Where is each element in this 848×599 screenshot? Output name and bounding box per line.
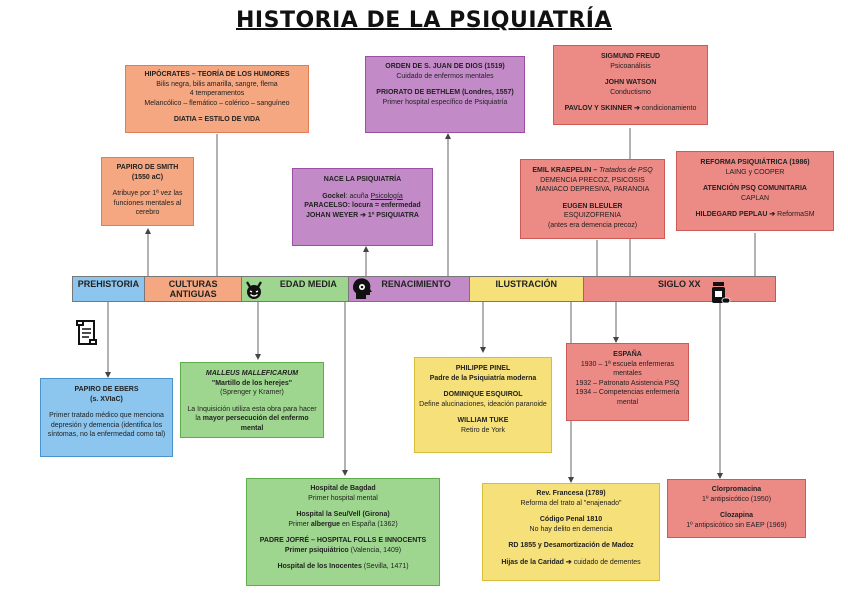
page-title: HISTORIA DE LA PSIQUIATRÍA (236, 8, 612, 33)
devil-icon (244, 280, 264, 300)
jofre-title: PADRE JOFRÉ – HOSPITAL FOLLS E INNOCENTS (259, 537, 427, 544)
papiro-smith-desc: Atribuye por 1ª vez las funciones mentales al cerebro (112, 190, 183, 216)
esquirol-title: DOMINIQUE ESQUIROL (443, 391, 523, 398)
hipocrates-temperamentos: 4 temperamentos (189, 90, 245, 97)
timeline-edad-media: EDAD MEDIA (242, 277, 349, 301)
bleuler-title: EUGEN BLEULER (562, 202, 623, 210)
codigo-penal-desc: No hay delito en demencia (529, 525, 613, 533)
timeline-ilustracion: ILUSTRACIÓN (470, 277, 584, 301)
kraepelin-l3: MANIACO DEPRESIVA, PARANOIA (535, 186, 650, 193)
rev-francesa-title: Rev. Francesa (1789) (536, 490, 606, 497)
papiro-smith-date: (1550 aC) (131, 173, 164, 181)
hipocrates-title: HIPÓCRATES – TEORÍA DE LOS HUMORES (144, 71, 290, 78)
watson-desc: Conductismo (610, 88, 651, 96)
pinel-box (414, 357, 552, 453)
reforma-box (676, 151, 834, 231)
espana-1932: 1932 – Patronato Asistencia PSQ (575, 379, 680, 387)
freud-desc: Psicoanálisis (610, 62, 651, 70)
malleus-authors: (Sprenger y Kramer) (220, 389, 284, 396)
hijas-caridad-line: Hijas de la Caridad ➔ cuidado de dementes (501, 558, 641, 566)
malleus-title: MALLEUS MALLEFICARUM (205, 370, 299, 377)
hospitales-box (246, 478, 440, 586)
timeline-prehistoria: PREHISTORIA (73, 277, 145, 301)
atencion-caplan: CAPLAN (740, 194, 769, 202)
timeline-bar (72, 276, 776, 302)
gockel-line: Gockel: acuña Psicología (322, 192, 403, 200)
seu-vell-title: Hospital la Seu/Vell (Girona) (296, 511, 390, 518)
espana-box (566, 343, 689, 421)
pinel-title: PHILIPPE PINEL (455, 365, 511, 372)
weyer-line: JOHAN WEYER ➔ 1º PSIQUIATRA (306, 211, 419, 219)
papiro-ebers-box (40, 378, 173, 457)
inocentes-line: Hospital de los Inocentes (Sevilla, 1471) (277, 563, 409, 570)
freud-title: SIGMUND FREUD (600, 53, 661, 60)
hipocrates-box (125, 65, 309, 133)
nace-psiquiatria-box (292, 168, 433, 246)
clozapina-desc: 1º antipsicótico sin EAEP (1969) (686, 521, 787, 529)
hipocrates-tipos: Melancólico – flemático – colérico – sanguíneo (144, 99, 290, 107)
hipocrates-humores: Bilis negra, bilis amarilla, sangre, flema (156, 80, 278, 88)
clozapina-title: Clozapina (719, 512, 754, 519)
papiro-ebers-desc: Primer tratado médico que menciona depresión y demencia (identifica los síntomas, no la enfermedad como tal) (47, 412, 166, 438)
codigo-penal-title: Código Penal 1810 (539, 516, 603, 523)
bleuler-l1: ESQUIZOFRENIA (563, 212, 622, 219)
timeline-renacimiento: RENACIMIENTO (349, 277, 470, 301)
orden-san-juan-title: ORDEN DE S. JUAN DE DIOS (1519) (385, 63, 505, 70)
espana-title: ESPAÑA (613, 351, 642, 358)
head-gears-icon (352, 277, 374, 301)
esquirol-desc: Define alucinaciones, ideación paranoide (419, 400, 547, 408)
timeline-siglo-xx: SIGLO XX (584, 277, 775, 301)
papiro-smith-title: PAPIRO DE SMITH (116, 164, 179, 171)
rev-francesa-desc: Reforma del trato al "enajenado" (520, 499, 622, 507)
clorpromacina-box (667, 479, 806, 538)
kraepelin-box (520, 159, 665, 239)
scroll-icon (75, 318, 99, 348)
reforma-title: REFORMA PSIQUIÁTRICA (1986) (700, 159, 810, 166)
tuke-desc: Retiro de York (461, 426, 505, 434)
orden-san-juan-box (365, 56, 525, 133)
clorpromacina-title: Clorpromacina (711, 486, 762, 493)
seu-vell-desc: Primer albergue en España (1362) (288, 520, 398, 528)
rd-1855: RD 1855 y Desamortización de Madoz (508, 542, 634, 549)
papiro-ebers-date: (s. XVIaC) (90, 395, 123, 403)
jofre-desc: Primer psiquiátrico (Valencia, 1409) (284, 546, 402, 554)
paracelso-line: PARACELSO: locura = enfermedad (304, 202, 421, 209)
papiro-ebers-title: PAPIRO DE EBERS (74, 386, 139, 393)
nace-psiquiatria-title: NACE LA PSIQUIATRÍA (323, 176, 402, 183)
pavlov-line: PAVLOV Y SKINNER ➔ condicionamiento (564, 105, 697, 112)
hipocrates-diatia: DIATIA = ESTILO DE VIDA (173, 116, 261, 123)
clorpromacina-desc: 1º antipsicótico (1950) (701, 495, 772, 503)
tuke-title: WILLIAM TUKE (457, 417, 509, 424)
bethlem-desc: Primer hospital específico de Psiquiatría (382, 98, 508, 106)
timeline-culturas-antiguas: CULTURAS ANTIGUAS (145, 277, 243, 301)
bleuler-l2: (antes era demencia precoz) (547, 221, 638, 229)
rev-francesa-box (482, 483, 660, 581)
malleus-subtitle: "Martillo de los herejes" (211, 379, 293, 387)
kraepelin-title: EMIL KRAEPELIN – Tratados de PSQ (532, 167, 653, 174)
orden-san-juan-desc: Cuidado de enfermos mentales (396, 72, 494, 80)
peplau-line: HILDEGARD PEPLAU ➔ ReformaSM (695, 211, 815, 218)
malleus-box (180, 362, 324, 438)
reforma-laing: LAING y COOPER (725, 168, 785, 176)
pinel-desc: Padre de la Psiquiatría moderna (429, 374, 537, 382)
malleus-desc: La Inquisición utiliza esta obra para hacer la mayor persecución del enfermo mental (187, 405, 317, 432)
atencion-title: ATENCIÓN PSQ COMUNITARIA (703, 185, 807, 192)
espana-1930: 1930 – 1ª escuela enfermeras mentales (580, 360, 675, 377)
freud-box (553, 45, 708, 125)
kraepelin-l2: DEMENCIA PRECOZ, PSICOSIS (540, 176, 645, 184)
watson-title: JOHN WATSON (604, 79, 657, 86)
papiro-smith-box (101, 157, 194, 226)
bagdad-desc: Primer hospital mental (308, 494, 378, 502)
bethlem-title: PRIORATO DE BETHLEM (Londres, 1557) (376, 89, 514, 96)
bagdad-title: Hospital de Bagdad (310, 485, 376, 492)
pill-bottle-icon (709, 281, 731, 305)
espana-1934: 1934 – Competencias enfermería mental (575, 389, 680, 406)
